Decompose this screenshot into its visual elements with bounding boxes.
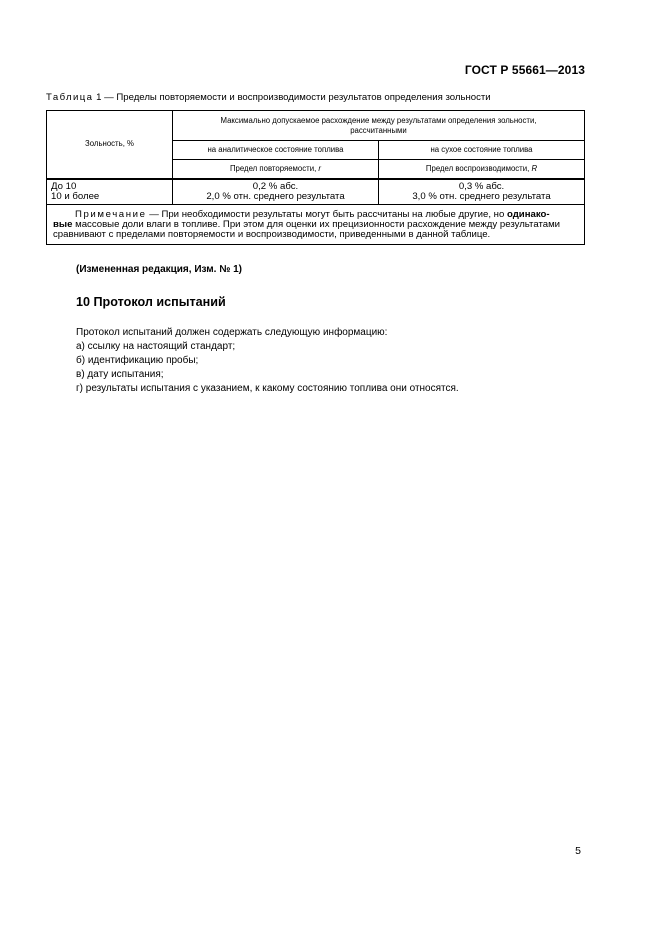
table-subheader-analytic: на аналитическое состояние топлива [173,141,379,160]
table-header-repeatability-limit [173,160,379,179]
list-item: а) ссылку на настоящий стандарт; [76,341,236,352]
page-number: 5 [575,845,581,857]
table-row-0-reproducibility: 0,3 % абс. [458,180,505,192]
note-label: Примечание [75,208,147,220]
table-note [47,204,585,244]
amendment-note: (Измененная редакция, Изм. № 1) [76,264,243,275]
table-cell-reproducibility [379,179,585,205]
table-row-0-ash: До 10 [51,180,77,192]
table-header-ash: Зольность, % [47,111,173,179]
table-data-rows [47,179,585,205]
list-item: г) результаты испытания с указанием, к какому состоянию топлива они относятся. [76,383,459,394]
list-item: б) идентификацию пробы; [76,355,199,366]
table-subheader-dry: на сухое состояние топлива [379,141,585,160]
precision-limits-table [46,110,585,245]
note-bold-part2: вые [53,218,73,230]
section-body [76,326,459,396]
note-text-part1: — При необходимости результаты могут быть рассчитаны на любые другие, но [146,208,507,220]
list-item: в) дату испытания; [76,369,164,380]
table-row-0-repeatability: 0,2 % абс. [252,180,299,192]
reproducibility-limit-symbol: R [531,163,538,173]
table-header-max-difference: Максимально допускаемое расхождение между результатами определения зольности, рассчитанными [173,111,585,141]
table-cell-repeatability [173,179,379,205]
table-header-reproducibility-limit [379,160,585,179]
note-text-part2: массовые доли влаги в топливе. При этом для оценки их прецизионности расхождение между результатами сравнивают с пределами повторяемости и воспроизводимости, приведенными в данной таблице. [53,218,561,240]
reproducibility-limit-label: Предел воспроизводимости, [425,163,532,173]
document-standard-number: ГОСТ Р 55661—2013 [464,63,585,77]
table-caption [46,92,491,103]
table-row-1-repeatability: 2,0 % отн. среднего результата [206,190,345,202]
section-title: 10 Протокол испытаний [76,295,226,309]
table-caption-label: Таблица [46,92,94,103]
note-bold-part1: одинако- [506,208,550,220]
repeatability-limit-label: Предел повторяемости, [229,163,319,173]
repeatability-limit-symbol: r [318,163,322,173]
section-intro: Протокол испытаний должен содержать следующую информацию: [76,327,388,338]
table-cell-ash [47,179,173,205]
table-row-1-reproducibility: 3,0 % отн. среднего результата [412,190,551,202]
table-row-1-ash: 10 и более [51,190,100,202]
table-caption-text: 1 — Пределы повторяемости и воспроизводимости результатов определения зольности [93,92,491,103]
